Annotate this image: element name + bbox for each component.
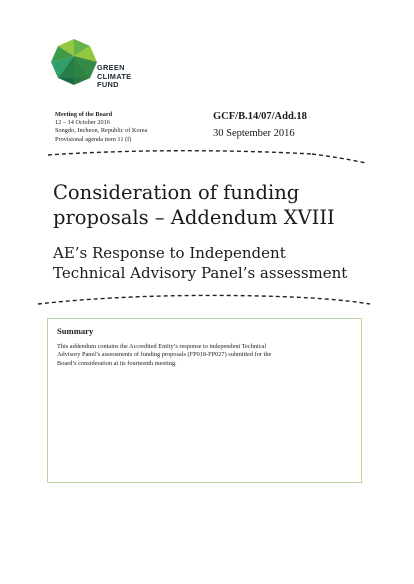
agenda-item: Provisional agenda item 11 (f) — [55, 135, 132, 143]
brand-line-climate: CLIMATE — [97, 71, 132, 81]
document-reference — [213, 111, 307, 139]
summary-line-2: Advisory Panel’s assessments of funding proposals (FP018-FP027) submitted for the — [57, 351, 272, 359]
brand-line-fund: FUND — [97, 80, 119, 90]
meeting-location: Songdo, Incheon, Republic of Korea — [55, 127, 148, 135]
title-line-1: Consideration of funding — [53, 181, 300, 204]
meeting-meta — [55, 111, 147, 144]
brand-name — [97, 64, 131, 90]
subtitle-line-2: Technical Advisory Panel’s assessment — [53, 264, 348, 282]
top-divider — [0, 146, 414, 168]
meeting-label: Meeting of the Board — [55, 111, 113, 118]
brand-line-green: GREEN — [97, 63, 125, 72]
document-title — [53, 180, 393, 230]
document-number: GCF/B.14/07/Add.18 — [213, 111, 307, 122]
subtitle-line-1: AE’s Response to Independent — [53, 244, 286, 262]
bottom-divider — [0, 290, 414, 312]
green-climate-fund-logo-icon — [50, 38, 98, 86]
summary-text — [57, 343, 352, 368]
summary-box — [47, 318, 362, 483]
meeting-dates: 12 – 14 October 2016 — [55, 119, 110, 127]
summary-line-1: This addendum contains the Accredited Entity’s response to independent Technical — [57, 343, 267, 350]
summary-line-3: Board’s consideration at its fourteenth meeting. — [57, 359, 177, 367]
document-date: 30 September 2016 — [213, 128, 295, 139]
document-subtitle — [53, 243, 393, 283]
summary-heading: Summary — [57, 326, 94, 336]
title-line-2: proposals – Addendum XVIII — [53, 206, 335, 229]
